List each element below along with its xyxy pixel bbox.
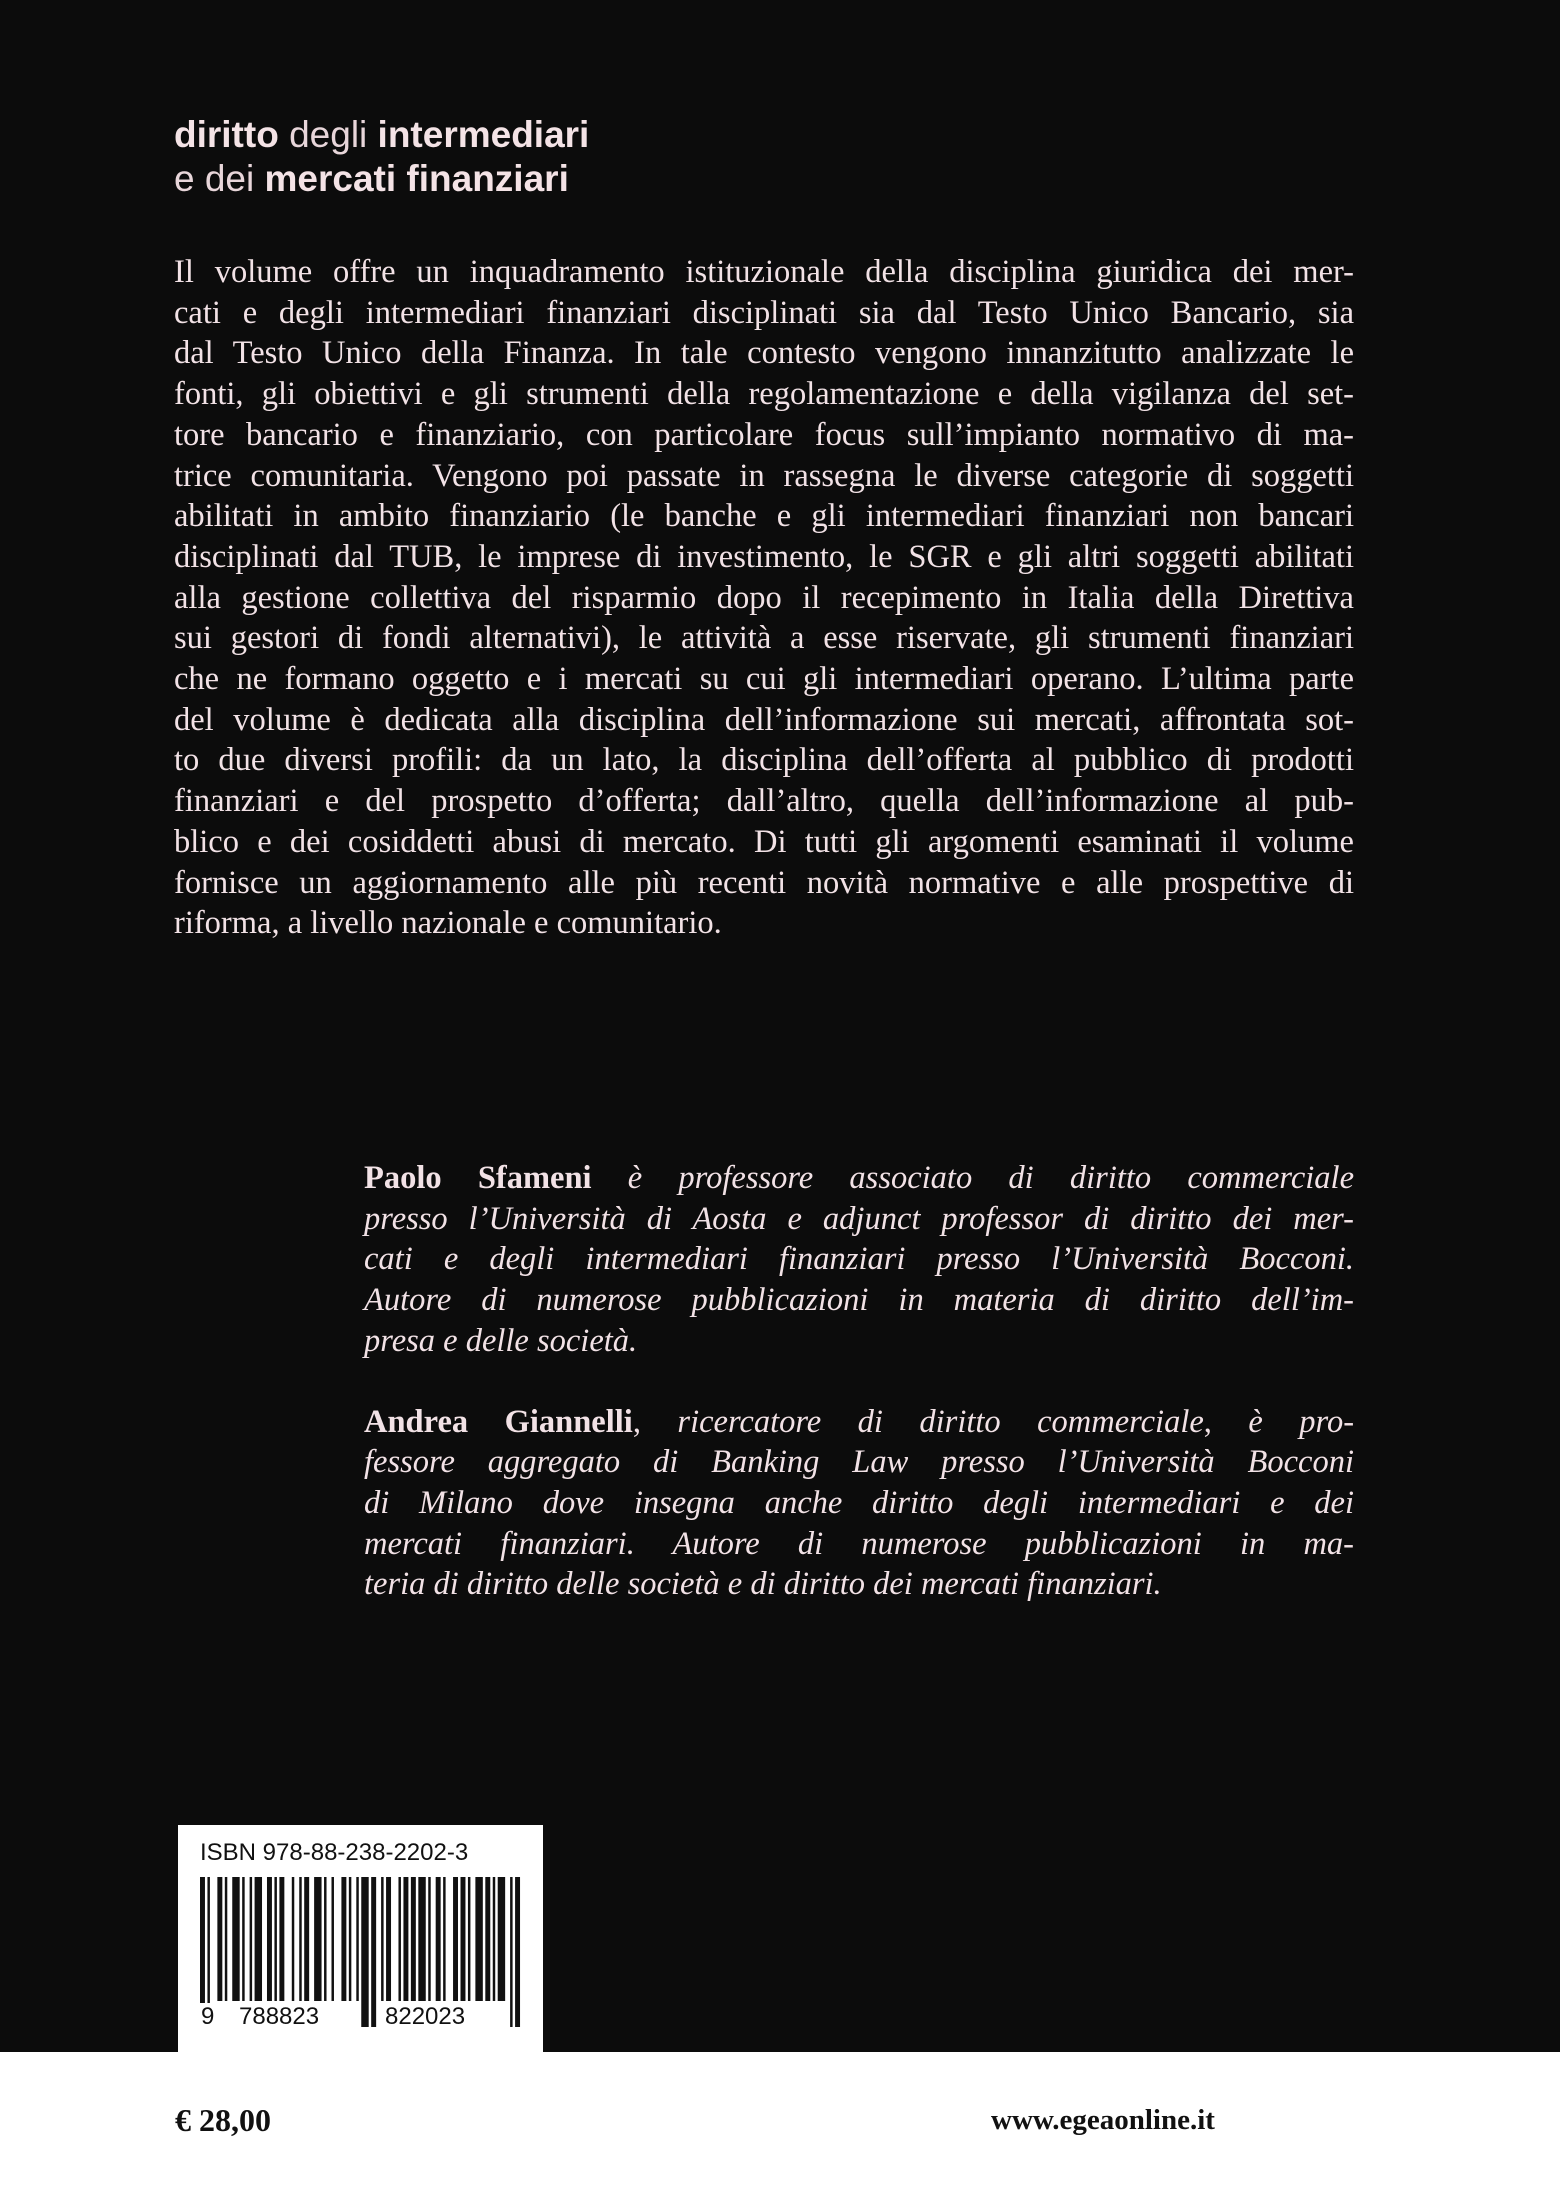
barcode-bar: [314, 1877, 321, 2001]
barcode-bar: [398, 1877, 400, 2001]
barcode-digits-right: 822023: [382, 2003, 468, 2031]
author-bio-line: [364, 1239, 1354, 1280]
barcode-bar: [324, 1877, 326, 2001]
barcode-bar: [279, 1877, 284, 2001]
barcode-bar: [386, 1877, 391, 2001]
isbn-barcode-box: [178, 1825, 543, 2052]
barcode-bar: [217, 1877, 222, 2001]
barcode-bar: [411, 1877, 416, 2001]
barcode-bar: [250, 1877, 252, 2001]
barcode-bar: [498, 1877, 505, 2001]
series-word: intermediari: [377, 114, 590, 155]
barcode-digits-first: 9: [198, 2003, 217, 2031]
barcode-bar: [371, 1877, 376, 2027]
barcode-bar: [403, 1877, 408, 2001]
author-bio: [364, 1402, 1354, 1606]
author-bio-line: [364, 1321, 1354, 1362]
author-name: Andrea Giannelli: [364, 1403, 633, 1440]
description-line: alla gestione collettiva del risparmio dopo il recepimento in Italia della Direttiva: [174, 579, 1354, 616]
barcode-bar: [349, 1877, 351, 2001]
book-description: [174, 252, 1354, 944]
author-bio-line: [364, 1199, 1354, 1240]
author-bio-line: [364, 1564, 1354, 1605]
barcode-bar: [292, 1877, 294, 2001]
price: € 28,00: [175, 2102, 271, 2138]
barcode-bar: [381, 1877, 383, 2001]
series-title-line-2: [174, 157, 589, 201]
barcode-bar: [461, 1877, 466, 2001]
series-title: [174, 113, 589, 201]
description-line: Il volume offre un inquadramento istituzionale della disciplina giuridica dei mer-: [174, 254, 1354, 290]
barcode-bar: [255, 1877, 262, 2001]
author-bio-text: cati e degli intermediari finanziari presso l’Università Bocconi.: [364, 1241, 1354, 1278]
barcode-bar: [225, 1877, 227, 2001]
description-line: to due diversi profili: da un lato, la disciplina dell’offerta al pubblico di prodotti: [174, 742, 1354, 779]
author-bio-line: [364, 1442, 1354, 1483]
barcode-bar: [341, 1877, 346, 2001]
barcode-digits-left: 788823: [236, 2003, 322, 2031]
description-line: dal Testo Unico della Finanza. In tale contesto vengono innanzitutto analizzate le: [174, 335, 1354, 372]
series-word: mercati finanziari: [264, 158, 569, 199]
author-bio-text: è professore associato di diritto commerciale: [591, 1160, 1354, 1196]
author-bio-text: è pro-: [1248, 1403, 1355, 1440]
barcode-bar: [443, 1877, 445, 2001]
author-bio-text: teria di diritto delle società e di diritto dei mercati finanziari.: [364, 1566, 1162, 1603]
barcode-bar: [428, 1877, 430, 2001]
barcode-bar: [356, 1877, 358, 2001]
author-bio: [364, 1158, 1354, 1362]
description-line: fonti, gli obiettivi e gli strumenti della regolamentazione e della vigilanza del set-: [174, 376, 1354, 413]
author-bio-text: Autore di numerose pubblicazioni in materia di diritto dell’im-: [364, 1282, 1354, 1319]
series-word: diritto: [174, 114, 279, 155]
author-bio-line: [364, 1280, 1354, 1321]
barcode-bar: [299, 1877, 301, 2001]
barcode-bar: [510, 1877, 512, 2027]
description-line: tore bancario e finanziario, con particolare focus sull’impianto normativo di ma-: [174, 416, 1354, 453]
description-line: cati e degli intermediari finanziari disciplinati sia dal Testo Unico Bancario, sia: [174, 294, 1354, 331]
barcode-bar: [232, 1877, 239, 2001]
description-line: sui gestori di fondi alternativi), le attività a esse riservate, gli strumenti finanziari: [174, 620, 1354, 657]
description-line: che ne formano oggetto e i mercati su cui gli intermediari operano. L’ultima parte: [174, 661, 1354, 698]
barcode-bar: [331, 1877, 333, 2001]
author-bio-text: presa e delle società.: [364, 1322, 638, 1359]
description-line: finanziari e del prospetto d’offerta; dall’altro, quella dell’informazione al pub-: [174, 783, 1354, 820]
barcode-bar: [493, 1877, 495, 2001]
author-bio-text: ,: [632, 1403, 678, 1440]
barcode-bar: [267, 1877, 272, 2001]
author-bio-line: [364, 1524, 1354, 1565]
description-line: fornisce un aggiornamento alle più recenti novità normative e alle prospettive di: [174, 864, 1354, 901]
author-bios: [364, 1158, 1354, 1645]
series-word: e dei: [174, 158, 265, 199]
publisher-website: www.egeaonline.it: [991, 2104, 1215, 2136]
series-word: degli: [278, 114, 378, 155]
description-line: disciplinati dal TUB, le imprese di investimento, le SGR e gli altri soggetti abilitati: [174, 538, 1354, 575]
barcode-bar: [304, 1877, 309, 2001]
barcode-bar: [453, 1877, 458, 2001]
author-bio-text: fessore aggregato di Banking Law presso l’Università Bocconi: [364, 1444, 1354, 1481]
author-bio-line: [364, 1158, 1354, 1199]
description-line: riforma, a livello nazionale e comunitario.: [174, 905, 722, 942]
description-line: blico e dei cosiddetti abusi di mercato. Di tutti gli argomenti esaminati il volume: [174, 823, 1354, 860]
barcode-bar: [485, 1877, 490, 2001]
barcode-bar: [418, 1877, 425, 2001]
author-bio-text: ,: [1203, 1403, 1249, 1440]
author-bio-text: di Milano dove insegna anche diritto degli intermediari e dei: [364, 1484, 1354, 1521]
barcode-bar: [242, 1877, 244, 2001]
author-bio-text: presso l’Università di Aosta e adjunct professor di diritto dei mer-: [364, 1200, 1354, 1237]
barcode-bar: [468, 1877, 470, 2001]
barcode-bar: [361, 1877, 368, 2027]
author-bio-text: mercati finanziari. Autore di numerose pubblicazioni in ma-: [364, 1525, 1354, 1562]
description-line: del volume è dedicata alla disciplina dell’informazione sui mercati, affrontata sot-: [174, 701, 1354, 738]
isbn-label: ISBN 978-88-238-2202-3: [200, 1839, 469, 1866]
barcode-bar: [436, 1877, 441, 2001]
description-line: abilitati in ambito finanziario (le banche e gli intermediari finanziari non bancari: [174, 498, 1354, 535]
barcode-bar: [515, 1877, 520, 2027]
barcode-bar: [475, 1877, 482, 2001]
author-name: Paolo Sfameni: [364, 1160, 592, 1196]
author-bio-line: [364, 1402, 1354, 1443]
series-title-line-1: [174, 113, 589, 157]
author-bio-line: [364, 1483, 1354, 1524]
barcode-bar: [274, 1877, 276, 2001]
description-line: trice comunitaria. Vengono poi passate in rassegna le diverse categorie di soggetti: [174, 457, 1354, 494]
author-bio-text: ricercatore di diritto commerciale: [677, 1403, 1204, 1440]
